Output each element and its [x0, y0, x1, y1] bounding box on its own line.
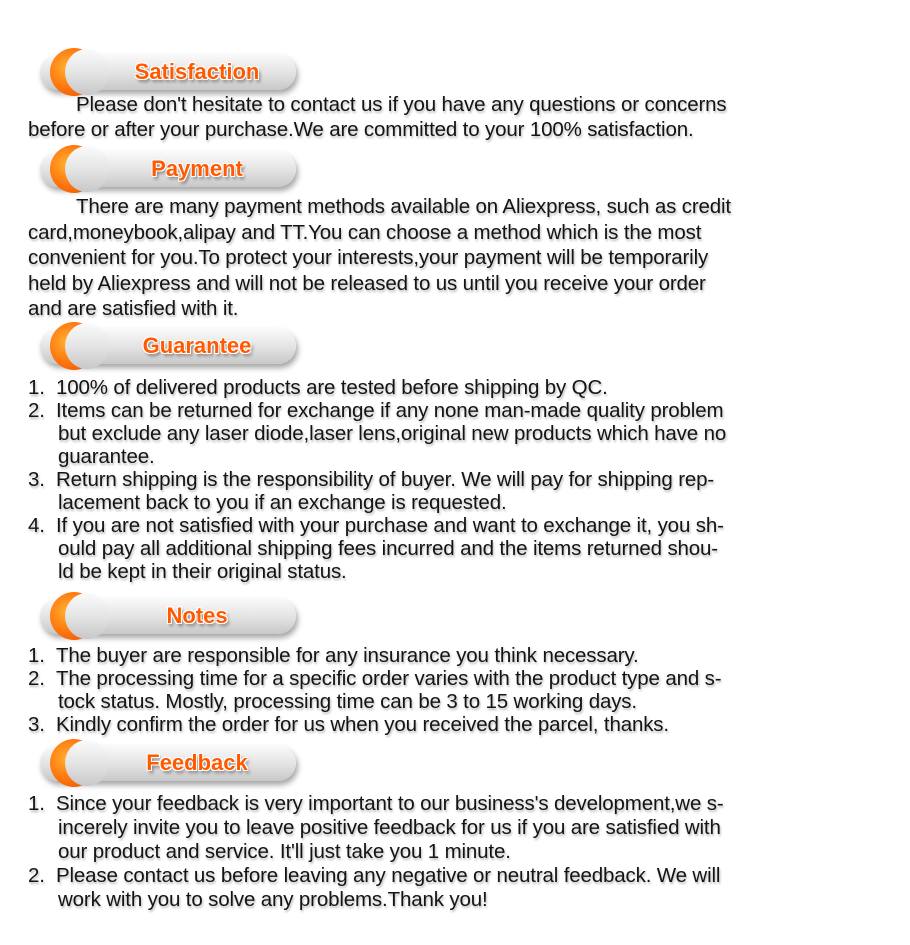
feedback-header [40, 745, 296, 781]
list-item: 1. 100% of delivered products are tested before shipping by QC. [28, 376, 608, 399]
list-item: 1. Since your feedback is very important to our business's development,we s- incerely invite you to leave positive feedback for us if you are satisfied with our product and service. It'll just take you 1 minute. [28, 792, 724, 863]
list-item: 4. If you are not satisfied with your purchase and want to exchange it, you sh- ould pay all additional shipping fees incurred and the items returned shou- ld be kept in their original status. [28, 514, 724, 583]
satisfaction-title: Satisfaction [134, 59, 260, 84]
list-item: 2. Please contact us before leaving any negative or neutral feedback. We will work with you to solve any problems.Thank you! [28, 864, 721, 911]
notes-title: Notes [166, 603, 228, 628]
notes-list [28, 644, 903, 736]
list-item: 1. The buyer are responsible for any insurance you think necessary. [28, 644, 639, 667]
list-item: 2. Items can be returned for exchange if any none man-made quality problem but exclude any laser diode,laser lens,original new products which have no guarantee. [28, 399, 727, 468]
satisfaction-text: Please don't hesitate to contact us if you have any questions or concerns before or after your purchase.We are committed to your 100% satisfaction. [28, 93, 727, 141]
payment-header [40, 151, 296, 187]
feedback-list [28, 792, 903, 912]
notes-header [40, 598, 296, 634]
list-item: 3. Kindly confirm the order for us when you received the parcel, thanks. [28, 713, 669, 736]
list-item: 2. The processing time for a specific order varies with the product type and s- tock status. Mostly, processing time can be 3 to 15 working days. [28, 667, 722, 713]
satisfaction-header [40, 54, 296, 90]
payment-text: There are many payment methods available on Aliexpress, such as credit card,moneybook,alipay and TT.You can choose a method which is the most convenient for you.To protect your interests,your payment will be temporarily held by Aliexpress and will not be released to us until you receive your order and are satisfied with it. [28, 195, 731, 320]
payment-title: Payment [151, 156, 243, 181]
list-item: 3. Return shipping is the responsibility of buyer. We will pay for shipping rep- lacement back to you if an exchange is requested. [28, 468, 715, 514]
guarantee-title: Guarantee [142, 333, 252, 358]
guarantee-list [28, 376, 903, 583]
feedback-title: Feedback [146, 750, 248, 775]
guarantee-header [40, 328, 296, 364]
